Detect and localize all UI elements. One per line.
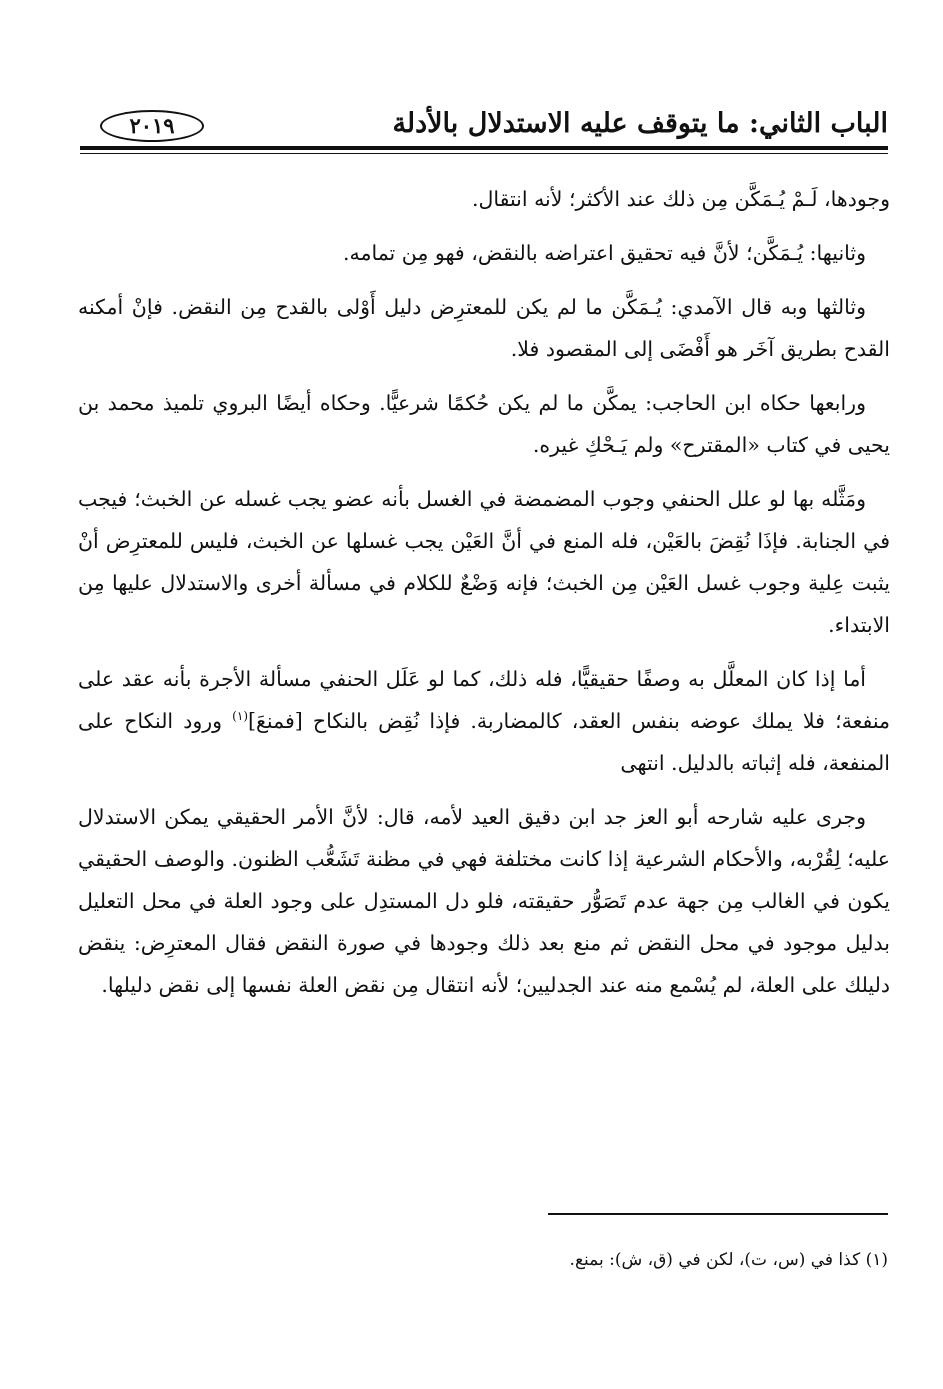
- paragraph-6-text-a: أما إذا كان المعلَّل به وصفًا حقيقيًّا، فله ذلك، كما لو عَلَل الحنفي مسألة الأجرة بأنه عقد على منفعة؛ فلا يملك عوضه بنفس العقد، كالمضاربة. فإذا نُقِض بالنكاح [فمنعَ]: [78, 667, 891, 733]
- page-number: ٢٠١٩: [100, 110, 204, 142]
- paragraph-4: ورابعها حكاه ابن الحاجب: يمكَّن ما لم يكن حُكمًا شرعيًّا. وحكاه أيضًا البروي تلميذ محمد بن يحيى في كتاب «المقترح» ولم يَـحْكِ غيره.: [78, 391, 890, 457]
- header-rule-thick: [80, 146, 888, 150]
- footnote-separator: [548, 1213, 888, 1215]
- header-rule-thin: [80, 153, 888, 154]
- paragraph-5: ومَثَّله بها لو علل الحنفي وجوب المضمضة في الغسل بأنه عضو يجب غسله عن الخبث؛ فيجب في الجنابة. فإذَا نُقِضَ بالعَيْن، فله المنع في أنَّ العَيْن يجب غسلها عن الخبث، فليس للمعترِض أنْ يثبت عِلية وجوب غسل العَيْن مِن الخبث؛ فإنه وَضْعٌ للكلام في مسألة أخرى والاستدلال عليها مِن الابتداء.: [78, 487, 890, 637]
- main-text: [78, 178, 890, 1018]
- paragraph-1: وجودها، لَـمْ يُـمَكَّن مِن ذلك عند الأكثر؛ لأنه انتقال.: [471, 187, 890, 211]
- paragraph-3: وثالثها وبه قال الآمدي: يُـمَكَّن ما لم يكن للمعترِض دليل أَوْلى بالقدح مِن النقض. فإنْ أمكنه القدح بطريق آخَر هو أَفْضَى إلى المقصود فلا.: [78, 295, 890, 361]
- paragraph-2: وثانيها: يُـمَكَّن؛ لأنَّ فيه تحقيق اعتراضه بالنقض، فهو مِن تمامه.: [342, 241, 866, 265]
- paragraph-7: وجرى عليه شارحه أبو العز جد ابن دقيق العيد لأمه، قال: لأنَّ الأمر الحقيقي يمكن الاستدلال عليه؛ لِقُرْبه، والأحكام الشرعية إذا كانت مختلفة فهي في مظنة تَشَعُّب الظنون. والوصف الحقيقي يكون في الغالب مِن جهة عدم تَصَوُّر حقيقته، فلو دل المستدِل على وجود العلة في محل التعليل بدليل موجود في محل النقض ثم منع بعد ذلك وجودها في صورة النقض فقال المعترِض: ينقض دليلك على العلة، لم يُسْمع منه عند الجدليين؛ لأنه انتقال مِن نقض العلة نفسها إلى نقض دليلها.: [78, 805, 890, 997]
- footnote-reference: (١): [232, 709, 248, 724]
- page-header: [80, 104, 888, 144]
- paragraph-6-text-b: ورود النكاح على المنفعة، فله إثباته بالدليل. انتهى: [78, 709, 890, 775]
- running-title: الباب الثاني: ما يتوقف عليه الاستدلال بالأدلة: [392, 108, 888, 139]
- footnote: (١) كذا في (س، ت)، لكن في (ق، ش): بمنع.: [569, 1250, 888, 1270]
- paragraph-6: [78, 658, 890, 784]
